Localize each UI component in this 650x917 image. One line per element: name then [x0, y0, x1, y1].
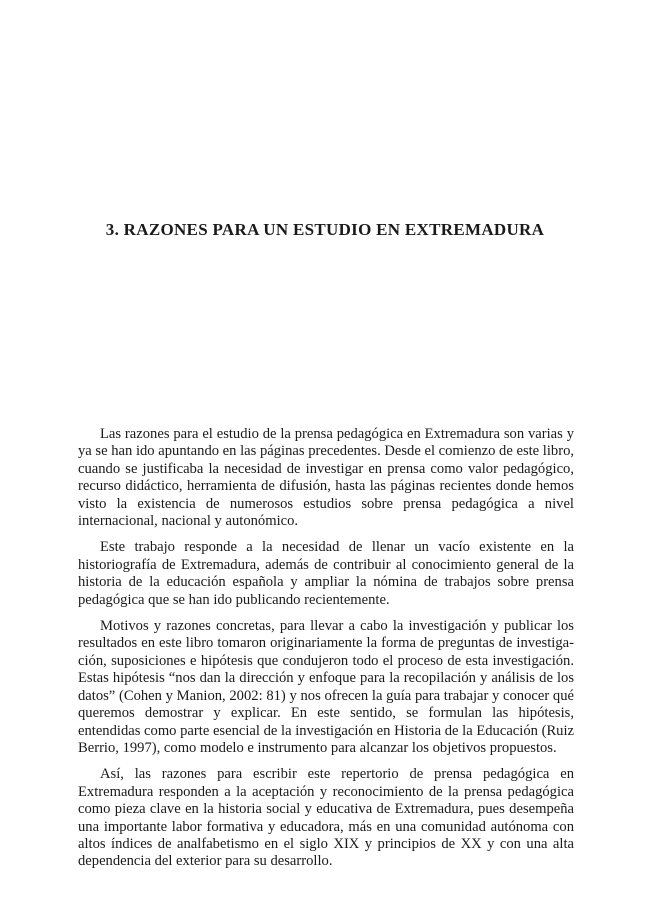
chapter-title: 3. RAZONES PARA UN ESTUDIO EN EXTREMADURA	[105, 220, 545, 239]
paragraph-4: Así, las razones para escribir este repertorio de prensa pedagógica en Extremadura responden a la aceptación y reconocimiento de la prensa pedagógica como pieza clave en la historia social y educativa de Extremadura, pues desempeña una importante labor formativa y educadora, más en una comunidad autónoma con altos índices de analfabetismo en el siglo XIX y principios de XX y con una alta dependencia del exterior para su desarrollo.	[78, 766, 574, 870]
paragraph-3: Motivos y razones concretas, para llevar a cabo la investigación y publicar los resultados en este libro tomaron originariamente la forma de preguntas de investigación, suposiciones e hipótesis que condujeron todo el proceso de esta investigación. Estas hipótesis “nos dan la dirección y enfoque para la recopilación y análisis de los datos” (Cohen y Manion, 2002: 81) y nos ofrecen la guía para trabajar y conocer qué queremos demostrar y explicar. En este sentido, se formulan las hipótesis, entendidas como parte esencial de la investigación en Historia de la Educación (Ruiz Berrio, 1997), como modelo e instrumento para alcanzar los objetivos propuestos.	[78, 618, 575, 756]
paragraph-2: Este trabajo responde a la necesidad de llenar un vacío existente en la historiografía de Extremadura, además de contribuir al conocimiento general de la historia de la educación española y ampliar la nómina de trabajos sobre prensa pedagógica que se han ido publicando recientemente.	[78, 539, 574, 608]
body-text	[78, 426, 574, 880]
paragraph-1: Las razones para el estudio de la prensa pedagógica en Extremadura son varias y ya se han ido apuntando en las páginas precedentes. Desde el comienzo de este libro, cuando se justificaba la necesidad de investigar en prensa como valor pedagógico, recurso didáctico, herramienta de difusión, hasta las páginas recientes donde hemos visto la existencia de numerosos estudios sobre prensa pedagógica a nivel internacional, nacional y autonómico.	[78, 426, 575, 530]
